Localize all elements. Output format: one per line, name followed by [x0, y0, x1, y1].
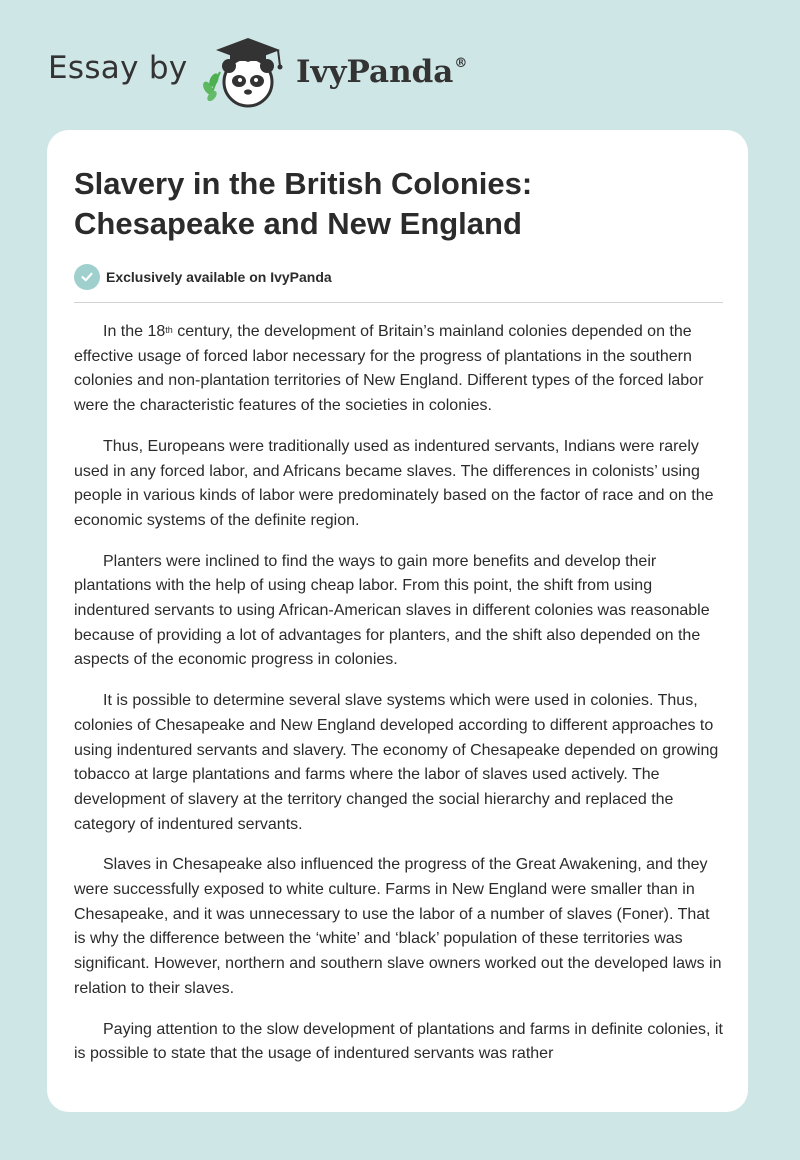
- paragraph: In the 18th century, the development of Britain’s mainland colonies depended on the effective usage of forced labor necessary for the progress of plantations in the southern colonies and non-plantation territories of New England. Different types of the forced labor were the characteristic features of the societies in colonies.: [74, 323, 704, 415]
- exclusive-badge: [74, 264, 332, 290]
- essay-title: Slavery in the British Colonies: Chesapeake and New England: [74, 166, 533, 241]
- essay-body: [74, 320, 724, 1083]
- check-circle-icon: [74, 264, 100, 290]
- paragraph: Planters were inclined to find the ways to gain more benefits and develop their plantations with the help of using cheap labor. From this point, the shift from using indentured servants to using African-American slaves in different colonies was reasonable because of providing a lot of advantages for planters, and the shift also depended on the aspects of the economic progress in colonies.: [74, 552, 710, 669]
- badge-label: Exclusively available on IvyPanda: [106, 269, 332, 285]
- registered-mark: ®: [454, 56, 468, 71]
- brand-name[interactable]: IvyPanda®: [296, 54, 468, 90]
- site-header: [0, 0, 800, 130]
- panda-graduate-icon[interactable]: [200, 36, 292, 110]
- divider: [74, 302, 723, 303]
- essay-by-label: Essay by: [48, 50, 188, 86]
- paragraph: Paying attention to the slow development of plantations and farms in definite colonies, it is possible to state that the usage of indentured servants was rather: [74, 1020, 723, 1063]
- paragraph: It is possible to determine several slave systems which were used in colonies. Thus, colonies of Chesapeake and New England developed according to different approaches to using indentured servants and slavery. The economy of Chesapeake depended on growing tobacco at large plantations and farms where the labor of slaves used actively. The development of slavery at the territory changed the social hierarchy and replaced the category of indentured servants.: [74, 692, 719, 833]
- essay-card: [47, 130, 748, 1112]
- paragraph: Slaves in Chesapeake also influenced the progress of the Great Awakening, and they were successfully exposed to white culture. Farms in New England were smaller than in Chesapeake, and it was unnecessary to use the labor of a number of slaves (Foner). That is why the difference between the ‘white’ and ‘black’ population of these territories was significant. However, northern and southern slave owners worked out the developed laws in relation to their slaves.: [74, 856, 722, 997]
- paragraph: Thus, Europeans were traditionally used as indentured servants, Indians were rarely used in any forced labor, and Africans became slaves. The differences in colonists’ using people in various kinds of labor were predominately based on the factor of race and on the economic systems of the definite region.: [74, 437, 714, 529]
